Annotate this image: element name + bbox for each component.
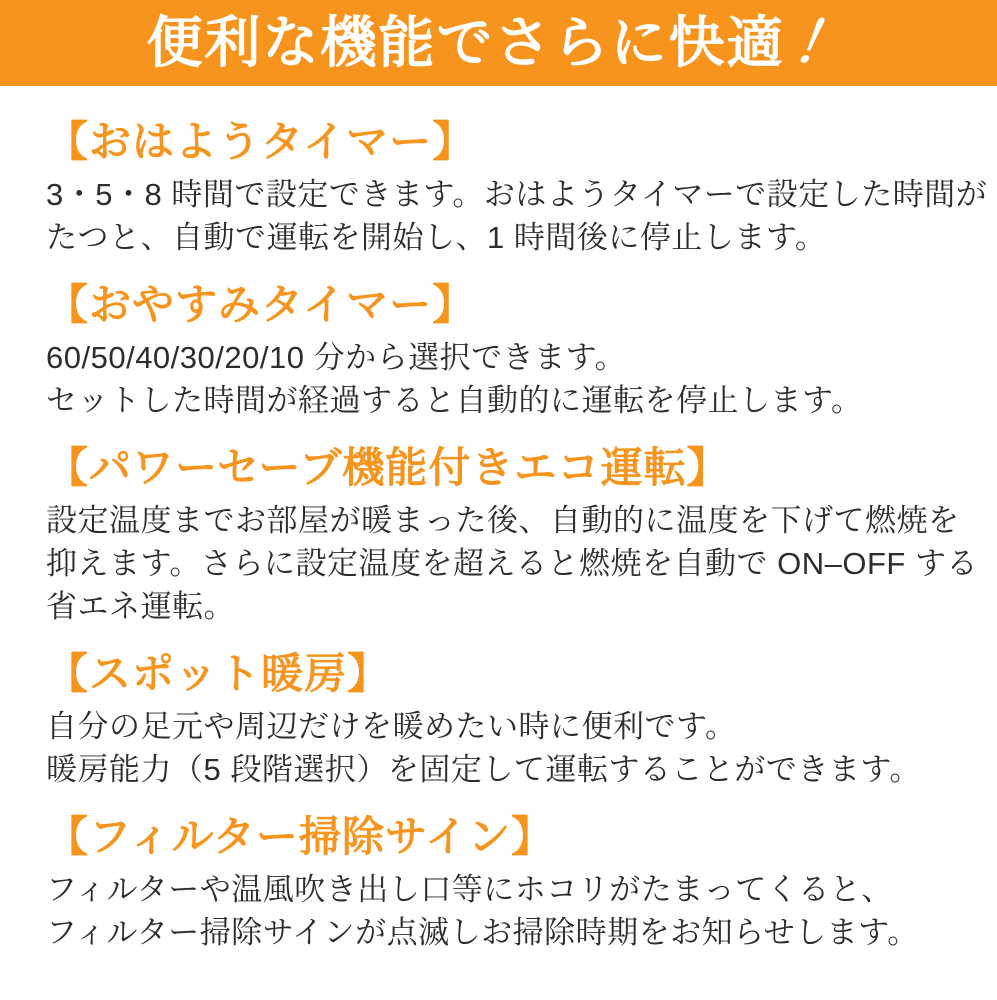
header-banner	[0, 0, 997, 86]
section-body-line: 省エネ運転。	[46, 589, 235, 624]
page-title-text: 便利な機能でさらに快適	[146, 11, 785, 74]
section-eco-powersave	[46, 442, 978, 628]
section-heading: 【スポット暖房】	[46, 650, 391, 697]
page-title	[146, 11, 857, 74]
section-heading: 【おはようタイマー】	[46, 118, 476, 165]
section-body-line: 自分の足元や周辺だけを暖めたい時に便利です。	[46, 709, 737, 744]
section-body-line: セットした時間が経過すると自動的に運転を停止します。	[46, 383, 863, 418]
section-body-line: 抑えます。さらに設定温度を超えると燃焼を自動で ON–OFF する	[46, 546, 978, 581]
section-body-line: フィルター掃除サインが点滅しお掃除時期をお知らせします。	[46, 915, 919, 950]
section-body-line: フィルターや温風吹き出し口等にホコリがたまってくると、	[46, 872, 893, 907]
page-title-exclamation: ！	[787, 11, 857, 74]
section-body-line: 暖房能力（5 段階選択）を固定して運転することができます。	[46, 752, 921, 787]
section-body-line: たつと、自動で運転を開始し、1 時間後に停止します。	[46, 220, 827, 255]
section-heading: 【おやすみタイマー】	[46, 281, 476, 328]
section-body-line: 設定温度までお部屋が暖まった後、自動的に温度を下げて燃焼を	[46, 503, 960, 538]
section-heading: 【フィルター掃除サイン】	[46, 813, 555, 860]
feature-list	[0, 116, 997, 954]
section-timer-sleep	[46, 279, 957, 422]
section-body-line: 60/50/40/30/20/10 分から選択できます。	[46, 340, 627, 375]
section-body-line: 3・5・8 時間で設定できます。おはようタイマーで設定した時間が	[46, 177, 988, 212]
section-spot-heating	[46, 648, 957, 791]
section-filter-clean-sign	[46, 811, 957, 954]
section-timer-morning	[46, 116, 988, 259]
section-heading: 【パワーセーブ機能付きエコ運転】	[46, 444, 730, 491]
